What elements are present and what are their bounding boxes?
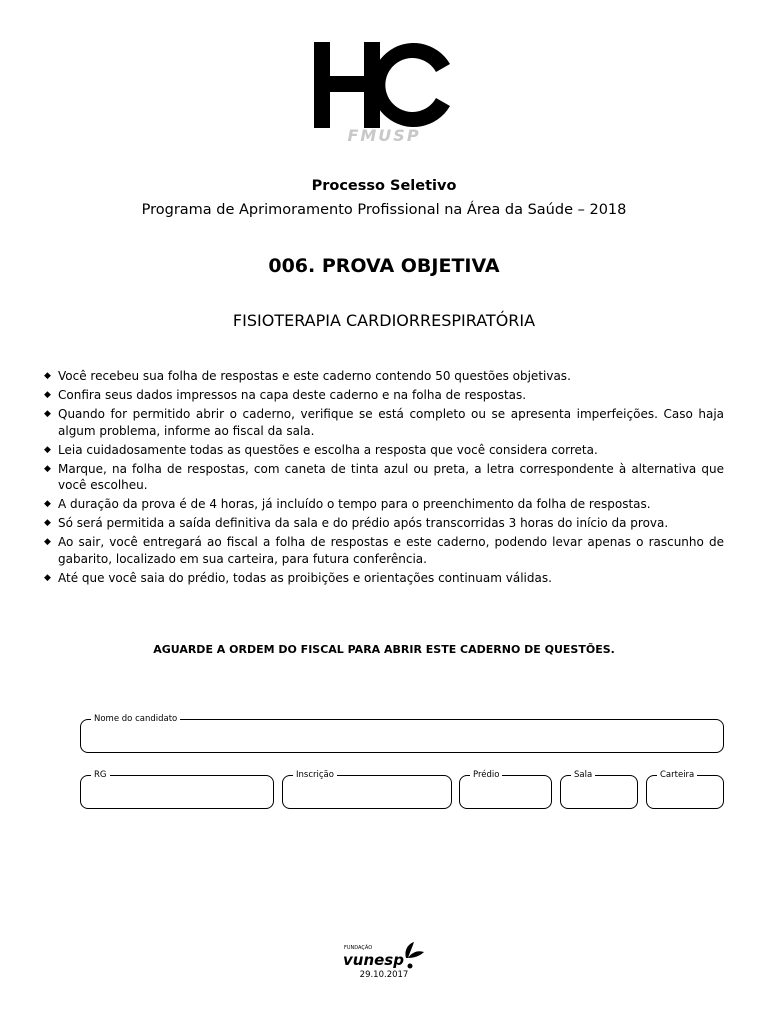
instruction-item: ◆ Até que você saia do prédio, todas as proibições e orientações continuam válidas. — [44, 570, 552, 585]
diamond-bullet-icon: ◆ — [44, 409, 51, 419]
diamond-bullet-icon: ◆ — [44, 572, 51, 583]
carteira-label: Carteira — [657, 769, 697, 781]
program-title: Programa de Aprimoramento Profissional na Área da Saúde – 2018 — [141, 202, 627, 218]
sala-field[interactable] — [560, 770, 638, 809]
rg-field[interactable] — [80, 770, 274, 809]
hc-fmusp-logo — [312, 40, 454, 144]
instruction-item: ◆ Ao sair, você entregará ao fiscal a folha de respostas e este caderno, podendo levar apenas o rascunho de gabarito, localizado em sua carteira, para futura conferência. — [44, 535, 724, 566]
rg-label: RG — [91, 769, 110, 781]
instruction-item: ◆ Marque, na folha de respostas, com caneta de tinta azul ou preta, a letra correspondente à alternativa que você escolheu. — [44, 461, 724, 492]
diamond-bullet-icon: ◆ — [44, 537, 51, 547]
instruction-item: ◆ Só será permitida a saída definitiva da sala e do prédio após transcorridas 3 horas do início da prova. — [44, 516, 669, 530]
inscricao-field[interactable] — [282, 770, 452, 809]
candidate-name-label: Nome do candidato — [91, 713, 180, 725]
instruction-item: ◆ Leia cuidadosamente todas as questões e escolha a resposta que você considera correta. — [44, 442, 598, 457]
exam-title: 006. PROVA OBJETIVA — [268, 255, 500, 277]
diamond-bullet-icon: ◆ — [44, 444, 51, 455]
candidate-name-field[interactable] — [80, 714, 724, 753]
exam-date: 29.10.2017 — [359, 970, 409, 980]
instruction-item: ◆ Quando for permitido abrir o caderno, verifique se está completo ou se apresenta imperfeições. Caso haja algum problema, informe ao fiscal da sala. — [44, 407, 724, 438]
predio-label: Prédio — [470, 769, 502, 781]
specialty-title: FISIOTERAPIA CARDIORRESPIRATÓRIA — [232, 311, 536, 330]
leaf-icon — [405, 942, 424, 958]
instruction-item: ◆ Você recebeu sua folha de respostas e este caderno contendo 50 questões objetivas. — [44, 369, 571, 383]
sala-label: Sala — [571, 769, 595, 781]
diamond-bullet-icon: ◆ — [44, 390, 51, 400]
dot-icon — [408, 964, 413, 969]
process-title: Processo Seletivo — [311, 178, 457, 194]
diamond-bullet-icon: ◆ — [44, 463, 51, 474]
carteira-field[interactable] — [646, 770, 724, 809]
instruction-item: ◆ Confira seus dados impressos na capa deste caderno e na folha de respostas. — [44, 388, 527, 402]
diamond-bullet-icon: ◆ — [44, 371, 51, 381]
vunesp-wordmark: vunesp — [343, 951, 404, 969]
inscricao-label: Inscrição — [293, 769, 337, 781]
predio-field[interactable] — [459, 770, 552, 809]
foundation-label: FUNDAÇÃO — [344, 945, 373, 951]
diamond-bullet-icon: ◆ — [44, 518, 51, 528]
wait-notice: AGUARDE A ORDEM DO FISCAL PARA ABRIR ESTE CADERNO DE QUESTÕES. — [153, 643, 615, 656]
logo-subtext: FMUSP — [347, 126, 421, 144]
vunesp-logo — [338, 940, 428, 972]
instruction-list — [44, 368, 724, 589]
instruction-item: ◆ A duração da prova é de 4 horas, já incluído o tempo para o preenchimento da folha de respostas. — [44, 497, 651, 511]
diamond-bullet-icon: ◆ — [44, 499, 51, 509]
